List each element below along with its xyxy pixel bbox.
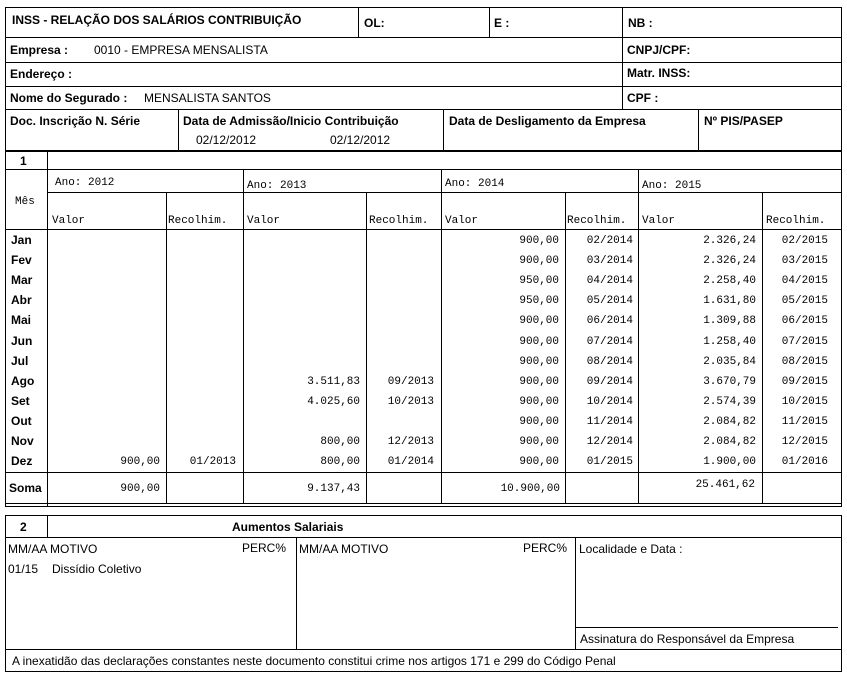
valor-cell: 2.326,24	[703, 255, 756, 268]
admissao-label: Data de Admissão/Inicio Contribuição	[183, 114, 399, 128]
valor-header: Valor	[642, 215, 676, 227]
valor-cell: 900,00	[519, 355, 559, 368]
salary-table	[5, 151, 842, 507]
valor-cell: 2.084,82	[703, 436, 756, 448]
localidade-label: Localidade e Data :	[579, 542, 683, 556]
valor-cell: 1.309,88	[703, 315, 756, 328]
e-label: E :	[494, 16, 510, 30]
month-label: Dez	[11, 454, 33, 469]
month-label: Out	[11, 413, 32, 428]
recolhim-cell: 05/2014	[586, 295, 633, 308]
header-block	[5, 7, 842, 151]
month-label: Abr	[11, 293, 32, 308]
segurado-value: MENSALISTA SANTOS	[144, 91, 271, 105]
recolhim-cell: 09/2013	[387, 375, 434, 388]
recolhim-cell: 07/2015	[781, 335, 828, 348]
month-label: Mai	[11, 313, 32, 328]
valor-cell: 800,00	[320, 456, 360, 469]
soma-2013: 9.137,43	[307, 483, 360, 495]
valor-cell: 900,00	[519, 375, 559, 388]
valor-cell: 950,00	[519, 295, 559, 308]
year-2012-label: Ano: 2012	[55, 177, 115, 189]
desligamento-label: Data de Desligamento da Empresa	[449, 114, 646, 128]
aumentos-title: Aumentos Salariais	[232, 520, 344, 534]
valor-header: Valor	[52, 215, 86, 227]
pis-pasep-label: Nº PIS/PASEP	[704, 114, 783, 128]
recolhim-cell: 06/2014	[586, 315, 633, 328]
valor-cell: 900,00	[519, 395, 559, 408]
valor-cell: 800,00	[320, 436, 360, 448]
valor-cell: 2.258,40	[703, 275, 756, 288]
year-2013-label: Ano: 2013	[247, 180, 307, 192]
recolhim-header: Recolhim.	[766, 215, 826, 227]
valor-cell: 900,00	[519, 436, 559, 448]
soma-2015: 25.461,62	[695, 479, 755, 491]
recolhim-cell: 03/2015	[781, 255, 828, 268]
recolhim-cell: 12/2014	[586, 436, 633, 448]
empresa-label: Empresa :	[10, 43, 69, 57]
valor-cell: 3.670,79	[703, 375, 756, 388]
recolhim-cell: 04/2014	[586, 275, 633, 288]
document-title: INSS - RELAÇÃO DOS SALÁRIOS CONTRIBUIÇÃO	[12, 13, 302, 27]
recolhim-cell: 02/2014	[586, 235, 633, 247]
valor-cell: 900,00	[519, 415, 559, 428]
valor-cell: 900,00	[519, 315, 559, 328]
matr-inss-label: Matr. INSS:	[627, 66, 691, 80]
assinatura-label: Assinatura do Responsável da Empresa	[580, 632, 795, 646]
recolhim-cell: 08/2014	[586, 355, 633, 368]
month-label: Nov	[11, 434, 34, 448]
year-2014-label: Ano: 2014	[445, 178, 505, 190]
mmaa-motivo-label: MM/AA MOTIVO	[8, 542, 98, 556]
recolhim-cell: 09/2014	[586, 375, 633, 388]
month-label: Mar	[11, 273, 33, 288]
perc-label: PERC%	[523, 541, 568, 555]
legal-notice: A inexatidão das declarações constantes neste documento constitui crime nos artigos 171 e 299 do Código Penal	[12, 654, 616, 668]
doc-inscricao-label: Doc. Inscrição N. Série	[10, 114, 141, 128]
recolhim-cell: 07/2014	[586, 335, 633, 348]
cpf-label: CPF :	[627, 91, 659, 105]
recolhim-cell: 10/2014	[586, 395, 633, 408]
valor-cell: 1.631,80	[703, 295, 756, 308]
nb-label: NB :	[628, 16, 653, 30]
recolhim-cell: 12/2015	[781, 436, 828, 448]
recolhim-header: Recolhim.	[567, 215, 627, 227]
soma-label: Soma	[9, 481, 42, 495]
recolhim-cell: 02/2015	[781, 235, 828, 247]
recolhim-cell: 01/2016	[781, 456, 828, 469]
recolhim-cell: 03/2014	[586, 255, 633, 268]
year-2015-label: Ano: 2015	[642, 180, 702, 192]
valor-cell: 950,00	[519, 275, 559, 288]
section2-number: 2	[20, 520, 27, 534]
valor-header: Valor	[247, 215, 281, 227]
valor-cell: 900,00	[120, 456, 160, 469]
mes-label: Mês	[15, 196, 35, 208]
month-label: Set	[11, 393, 30, 408]
valor-cell: 2.326,24	[703, 235, 756, 247]
recolhim-cell: 01/2014	[387, 456, 434, 469]
valor-cell: 900,00	[519, 335, 559, 348]
month-label: Jun	[11, 333, 33, 348]
valor-cell: 1.258,40	[703, 335, 756, 348]
valor-header: Valor	[445, 215, 479, 227]
recolhim-cell: 01/2015	[586, 456, 633, 469]
valor-cell: 900,00	[519, 255, 559, 268]
segurado-label: Nome do Segurado :	[10, 91, 128, 105]
recolhim-cell: 09/2015	[781, 375, 828, 388]
recolhim-cell: 10/2015	[781, 395, 828, 408]
recolhim-cell: 01/2013	[189, 456, 236, 469]
section1-number: 1	[20, 154, 27, 168]
month-label: Fev	[11, 253, 32, 268]
ol-label: OL:	[364, 16, 385, 30]
valor-cell: 2.574,39	[703, 395, 756, 408]
recolhim-cell: 10/2013	[387, 395, 434, 408]
mmaa-motivo-label: MM/AA MOTIVO	[299, 542, 389, 556]
increase-date: 01/15	[8, 562, 39, 576]
valor-cell: 1.900,00	[703, 456, 756, 469]
empresa-value: 0010 - EMPRESA MENSALISTA	[94, 43, 268, 57]
valor-cell: 900,00	[519, 456, 559, 469]
recolhim-cell: 11/2014	[586, 415, 633, 428]
soma-2012: 900,00	[120, 483, 160, 495]
inicio-date: 02/12/2012	[330, 133, 391, 147]
recolhim-header: Recolhim.	[168, 215, 228, 227]
recolhim-cell: 11/2015	[781, 415, 828, 428]
recolhim-cell: 08/2015	[781, 355, 828, 368]
valor-cell: 2.084,82	[703, 415, 756, 428]
valor-cell: 900,00	[519, 235, 559, 247]
valor-cell: 4.025,60	[307, 395, 360, 408]
recolhim-cell: 12/2013	[387, 436, 434, 448]
endereco-label: Endereço :	[10, 67, 73, 81]
recolhim-cell: 06/2015	[781, 315, 828, 328]
recolhim-cell: 05/2015	[781, 295, 828, 308]
recolhim-cell: 04/2015	[781, 275, 828, 288]
soma-2014: 10.900,00	[500, 483, 560, 495]
month-label: Jan	[11, 233, 32, 247]
valor-cell: 2.035,84	[703, 355, 756, 368]
cnpj-label: CNPJ/CPF:	[627, 43, 691, 57]
perc-label: PERC%	[242, 541, 287, 555]
admissao-date: 02/12/2012	[196, 133, 257, 147]
increase-motivo: Dissídio Coletivo	[52, 562, 142, 576]
month-label: Ago	[11, 373, 35, 388]
valor-cell: 3.511,83	[307, 375, 360, 388]
recolhim-header: Recolhim.	[369, 215, 429, 227]
month-label: Jul	[11, 353, 29, 368]
